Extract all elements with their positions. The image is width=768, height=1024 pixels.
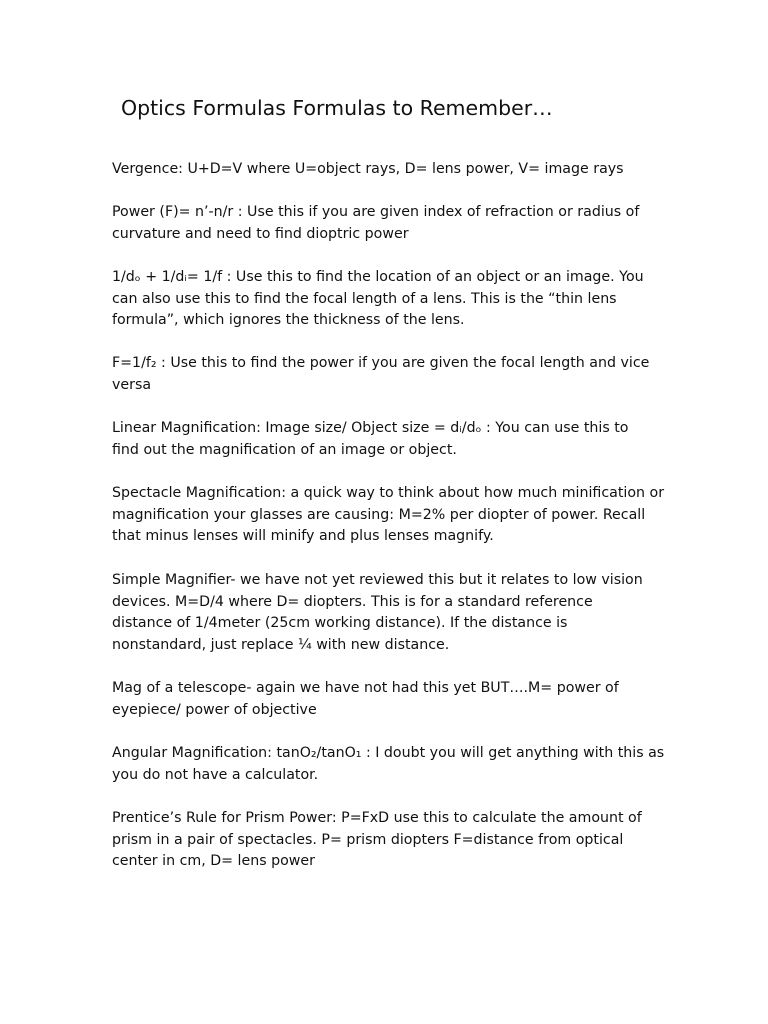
text-line: Linear Magnification: Image size/ Object size = dᵢ/dₒ : You can use this to bbox=[112, 420, 629, 436]
text-line: eyepiece/ power of objective bbox=[112, 701, 317, 718]
text-line: find out the magnification of an image or object. bbox=[112, 441, 457, 458]
text-line: F=1/f₂ : Use this to find the power if you are given the focal length and vice bbox=[112, 355, 650, 371]
paragraph-telescope bbox=[112, 678, 672, 721]
text-line: Mag of a telescope- again we have not had this yet BUT….M= power of bbox=[112, 680, 619, 696]
paragraph-spectacle-magnification bbox=[112, 483, 672, 548]
text-line: can also use this to find the focal length of a lens. This is the “thin lens bbox=[112, 290, 617, 307]
text-line: devices. M=D/4 where D= diopters. This is for a standard reference bbox=[112, 593, 593, 610]
text-line: prism in a pair of spectacles. P= prism diopters F=distance from optical bbox=[112, 831, 624, 848]
text-line: center in cm, D= lens power bbox=[112, 853, 315, 870]
paragraph-thin-lens bbox=[112, 267, 672, 332]
text-line: you do not have a calculator. bbox=[112, 766, 319, 783]
text-line: curvature and need to find dioptric power bbox=[112, 225, 409, 242]
page-title: Optics Formulas Formulas to Remember… bbox=[121, 96, 553, 120]
text-line: Spectacle Magnification: a quick way to think about how much minification or bbox=[112, 485, 665, 501]
text-line: that minus lenses will minify and plus lenses magnify. bbox=[112, 528, 494, 545]
text-line: 1/dₒ + 1/dᵢ= 1/f : Use this to find the location of an object or an image. You bbox=[112, 269, 644, 285]
paragraph-simple-magnifier bbox=[112, 570, 672, 657]
text-line: nonstandard, just replace ¼ with new distance. bbox=[112, 637, 450, 654]
paragraph-focal-power bbox=[112, 353, 672, 396]
paragraph-power bbox=[112, 202, 672, 245]
text-line: Angular Magnification: tanO₂/tanO₁ : I doubt you will get anything with this as bbox=[112, 745, 665, 761]
paragraph-linear-magnification bbox=[112, 418, 672, 461]
text-line: Power (F)= n’-n/r : Use this if you are given index of refraction or radius of bbox=[112, 204, 640, 220]
paragraph-angular-magnification bbox=[112, 743, 672, 786]
text-line: formula”, which ignores the thickness of the lens. bbox=[112, 312, 465, 329]
text-line: magnification your glasses are causing: M=2% per diopter of power. Recall bbox=[112, 506, 646, 523]
paragraph-vergence bbox=[112, 159, 672, 181]
paragraph-prentices-rule bbox=[112, 808, 672, 873]
text-line: Vergence: U+D=V where U=object rays, D= lens power, V= image rays bbox=[112, 161, 624, 177]
text-line: versa bbox=[112, 376, 152, 393]
text-line: distance of 1/4meter (25cm working distance). If the distance is bbox=[112, 615, 568, 632]
text-line: Simple Magnifier- we have not yet reviewed this but it relates to low vision bbox=[112, 572, 643, 588]
text-line: Prentice’s Rule for Prism Power: P=FxD use this to calculate the amount of bbox=[112, 810, 642, 826]
